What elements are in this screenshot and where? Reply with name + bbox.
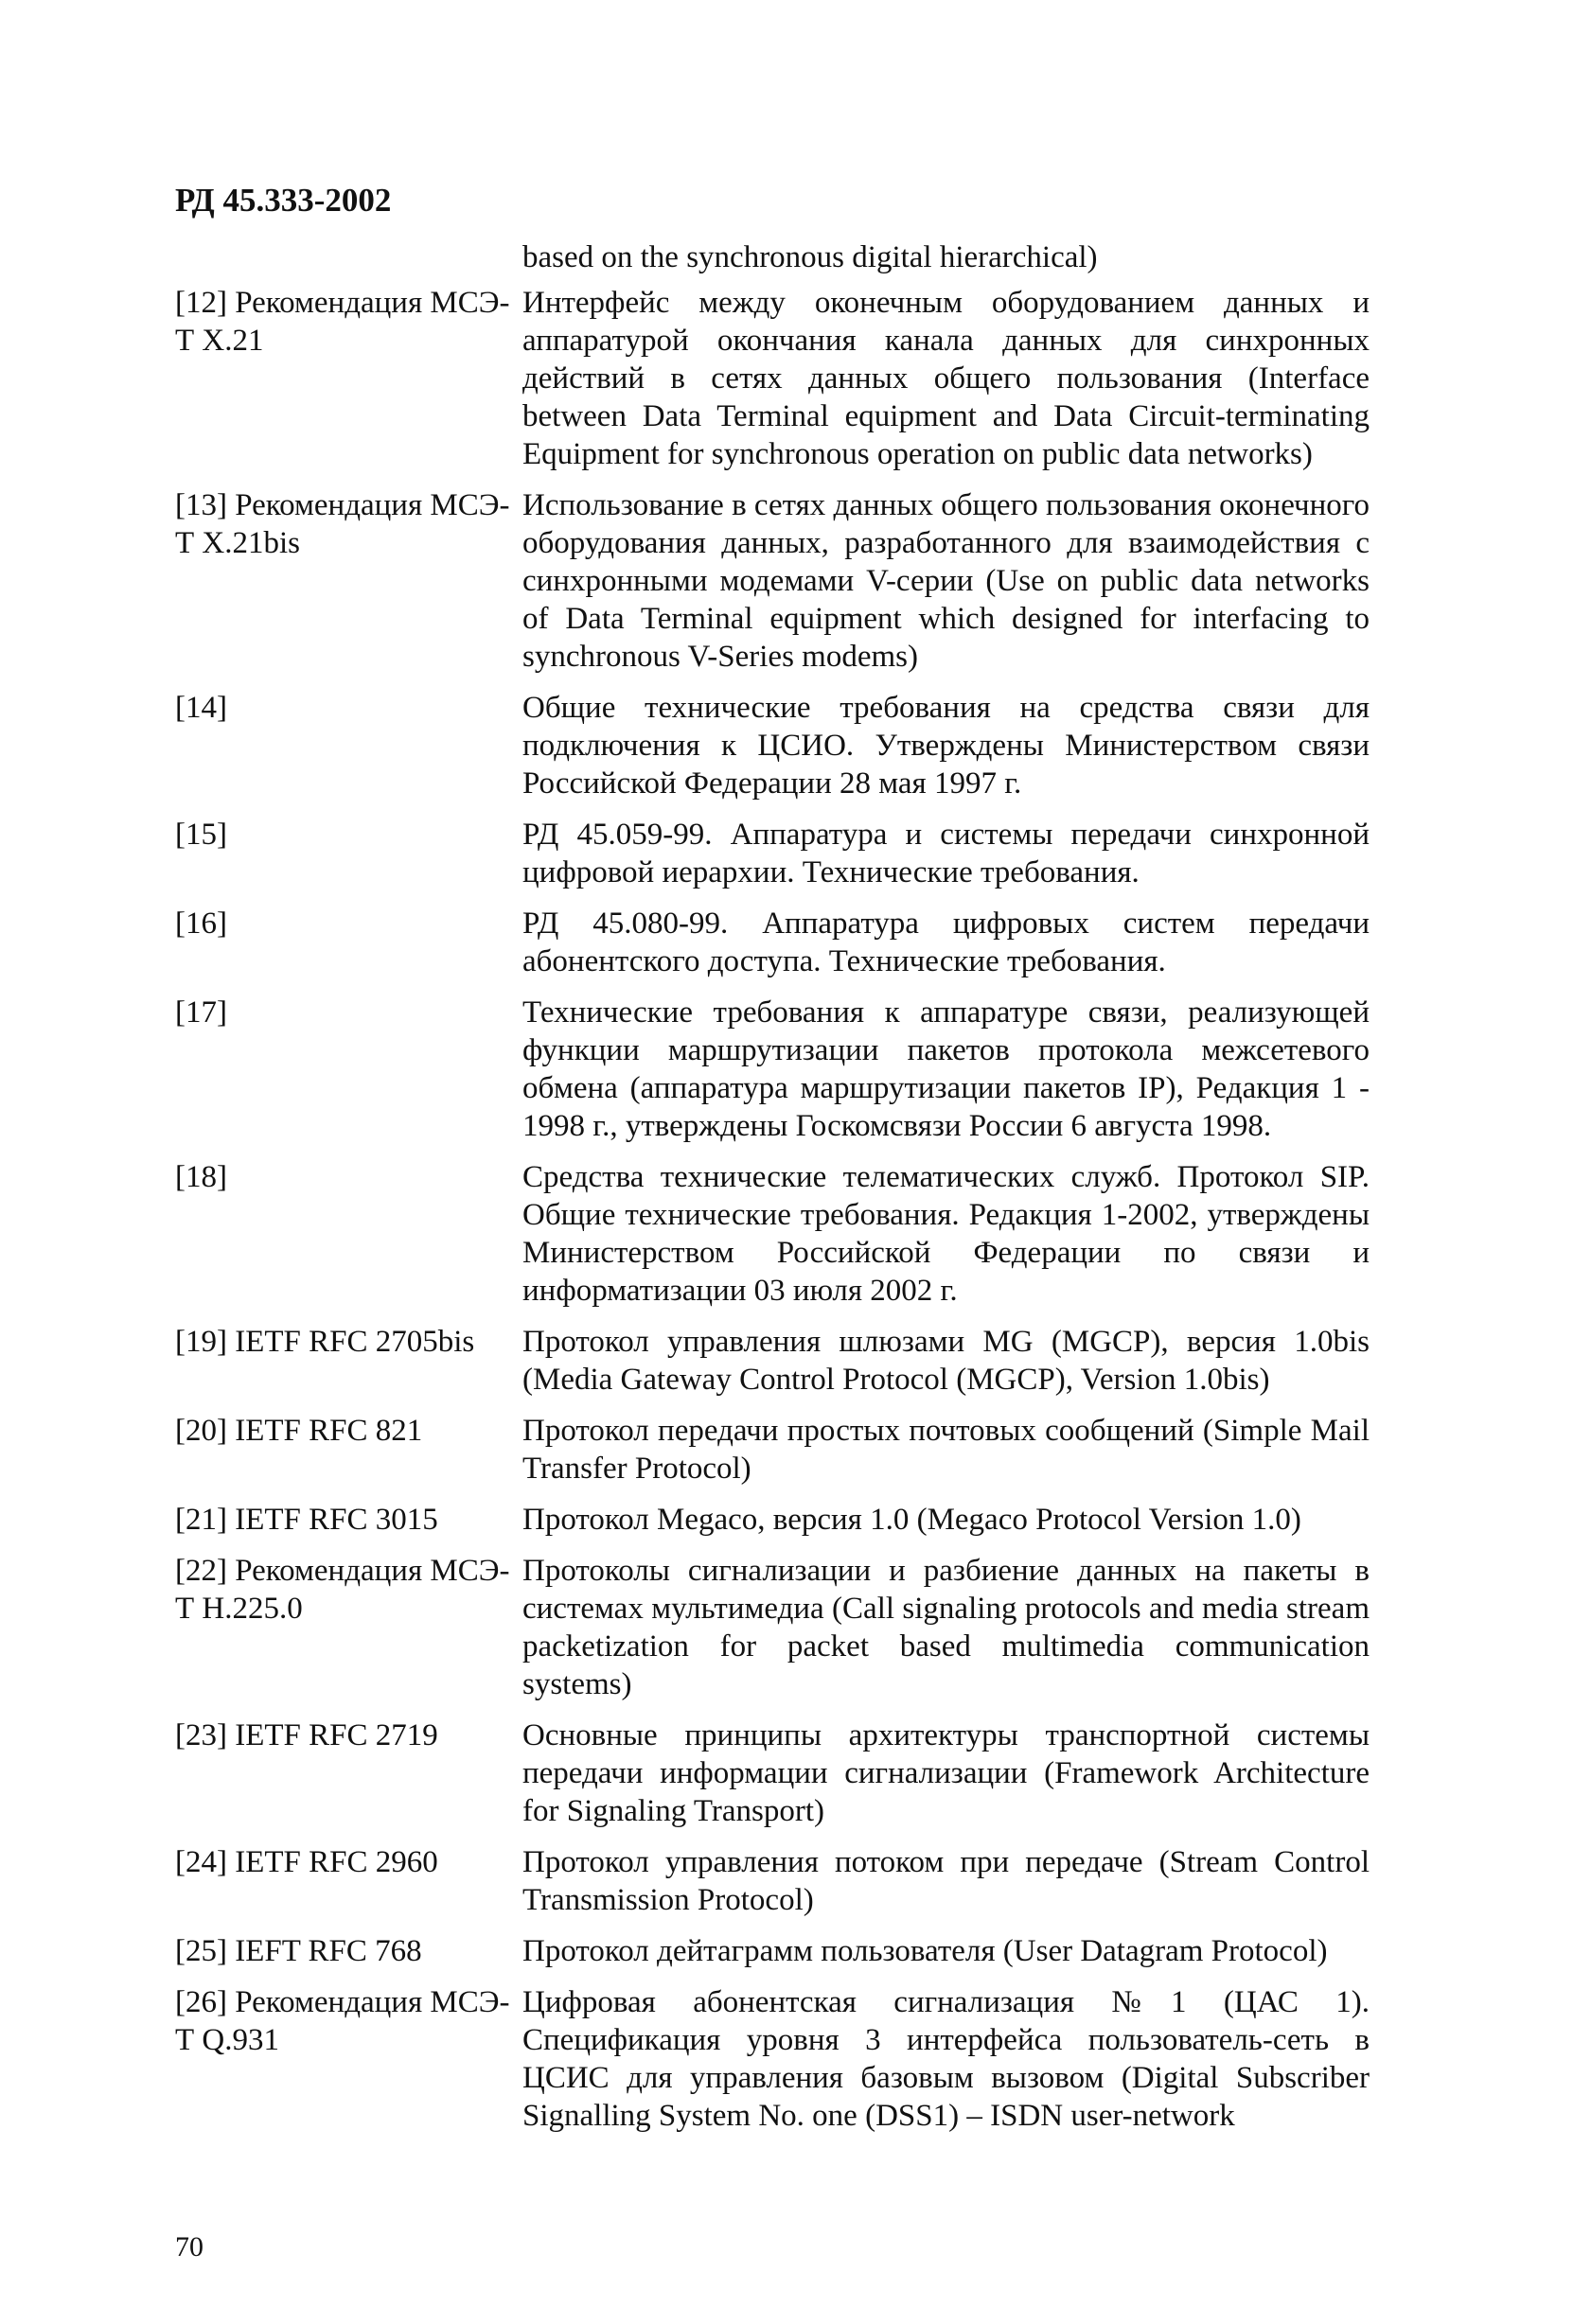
document-header: РД 45.333-2002 [175,182,392,219]
reference-list [175,284,1370,2148]
reference-row [175,1323,1370,1399]
reference-label: [23] IETF RFC 2719 [175,1718,438,1752]
reference-label: [20] IETF RFC 821 [175,1414,423,1448]
page-number: 70 [175,2231,203,2262]
reference-label: [26] Рекомендация МСЭ-Т Q.931 [175,1985,510,2057]
reference-row [175,1932,1370,1970]
reference-description: Цифровая абонентская сигнализация №1 (ЦАС 1). Спецификация уровня 3 интерфейса пользователь-сеть в ЦСИС для управления базовым вызовом (Digital Subscriber Signalling System No. one (DSS1) – ISDN user-network [522,1985,1370,2133]
reference-row [175,1983,1370,2135]
reference-row [175,1158,1370,1310]
reference-description: Протокол Megaco, версия 1.0 (Megaco Protocol Version 1.0) [522,1503,1301,1537]
reference-label: [12] Рекомендация МСЭ-Т X.21 [175,286,510,358]
reference-description: Протокол управления потоком при передаче (Stream Control Transmission Protocol) [522,1845,1370,1917]
reference-row [175,1717,1370,1830]
reference-row [175,1843,1370,1919]
reference-label: [17] [175,995,227,1030]
continued-description: based on the synchronous digital hierarchical) [522,240,1098,274]
reference-row [175,1412,1370,1488]
reference-row [175,816,1370,891]
reference-label: [16] [175,907,227,941]
reference-row [175,486,1370,676]
reference-description: Протоколы сигнализации и разбиение данных на пакеты в системах мультимедиа (Call signaling protocols and media stream packetization for packet based multimedia communication systems) [522,1554,1370,1701]
reference-description: Протокол управления шлюзами MG (MGCP), версия 1.0bis (Media Gateway Control Protocol (MGCP), Version 1.0bis) [522,1325,1370,1397]
reference-description: Использование в сетях данных общего пользования оконечного оборудования данных, разработанного для взаимодействия с синхронными модемами V-серии (Use on public data networks of Data Terminal equipment which designed for interfacing to synchronous V-Series modems) [522,488,1370,674]
reference-description: Общие технические требования на средства связи для подключения к ЦСИО. Утверждены Министерством связи Российской Федерации 28 мая 1997 г. [522,691,1370,801]
reference-label: [22] Рекомендация МСЭ-Т H.225.0 [175,1554,510,1626]
reference-description: Интерфейс между оконечным оборудованием данных и аппаратурой окончания канала данных для синхронных действий в сетях данных общего пользования (Interface between Data Terminal equipment and Data Circuit-terminating Equipment for synchronous operation on public data networks) [522,286,1370,471]
reference-description: Средства технические телематических служб. Протокол SIP. Общие технические требования. Редакция 1-2002, утверждены Министерством Российской Федерации по связи и информатизации 03 июля 2002 г. [522,1160,1370,1308]
reference-label: [18] [175,1160,227,1194]
reference-row [175,1552,1370,1703]
reference-description: Протокол дейтаграмм пользователя (User Datagram Protocol) [522,1934,1328,1968]
reference-row [175,905,1370,980]
reference-description: Технические требования к аппаратуре связи, реализующей функции маршрутизации пакетов протокола межсетевого обмена (аппаратура маршрутизации пакетов IP), Редакция 1 - 1998 г., утверждены Госкомсвязи России 6 августа 1998. [522,995,1370,1143]
reference-label: [24] IETF RFC 2960 [175,1845,438,1879]
reference-label: [21] IETF RFC 3015 [175,1503,438,1537]
reference-row [175,994,1370,1145]
reference-description: РД 45.059-99. Аппаратура и системы передачи синхронной цифровой иерархии. Технические требования. [522,818,1370,889]
reference-label: [14] [175,691,227,725]
reference-description: Основные принципы архитектуры транспортной системы передачи информации сигнализации (Framework Architecture for Signaling Transport) [522,1718,1370,1828]
reference-row [175,689,1370,802]
reference-label: [19] IETF RFC 2705bis [175,1325,475,1359]
reference-label: [25] IEFT RFC 768 [175,1934,422,1968]
reference-row [175,284,1370,473]
reference-description: Протокол передачи простых почтовых сообщений (Simple Mail Transfer Protocol) [522,1414,1370,1486]
reference-description: РД 45.080-99. Аппаратура цифровых систем передачи абонентского доступа. Технические требования. [522,907,1370,978]
reference-label: [13] Рекомендация МСЭ-Т X.21bis [175,488,510,560]
reference-label: [15] [175,818,227,852]
reference-row [175,1501,1370,1539]
